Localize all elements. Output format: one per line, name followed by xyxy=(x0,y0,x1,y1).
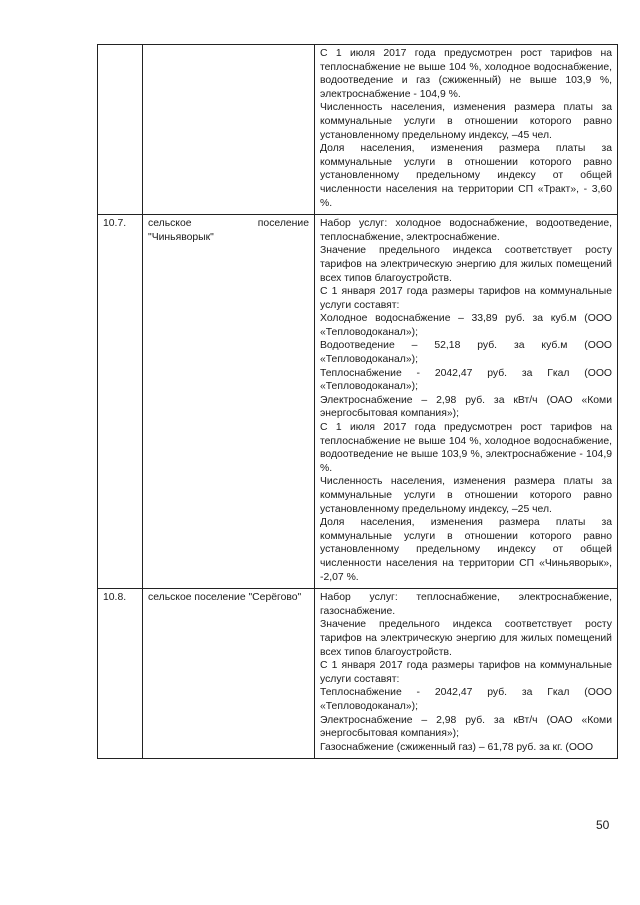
description-paragraph: Доля населения, изменения размера платы за коммунальные услуги в отношении которого равно установленному предельному индексу от общей численности населения на территории СП «Тракт», - 3,60 %. xyxy=(320,143,612,209)
table-row xyxy=(98,45,618,215)
row-number-cell xyxy=(98,45,143,215)
table-row xyxy=(98,215,618,589)
tariff-description-cell xyxy=(315,215,618,589)
settlement-name-cell xyxy=(143,215,315,589)
description-paragraph: Доля населения, изменения размера платы за коммунальные услуги в отношении которого равно установленному предельному индексу от общей численности населения на территории СП «Чиньяворык», -2,07 %. xyxy=(320,517,612,583)
settlement-name-cell xyxy=(143,589,315,759)
settlement-name-part: сельское поселение "Серёгово" xyxy=(148,592,302,604)
description-paragraph: Электроснабжение – 2,98 руб. за кВт/ч (ОАО «Коми энергосбытовая компания»); xyxy=(320,394,612,420)
description-paragraph: Набор услуг: холодное водоснабжение, водоотведение, теплоснабжение, электроснабжение. xyxy=(320,218,612,243)
settlement-name-part: сельское xyxy=(148,218,192,230)
description-paragraph: С 1 января 2017 года размеры тарифов на коммунальные услуги составят: xyxy=(320,286,612,311)
description-paragraph: С 1 января 2017 года размеры тарифов на коммунальные услуги составят: xyxy=(320,660,612,685)
settlement-name-line-1 xyxy=(148,217,309,231)
description-paragraph: С 1 июля 2017 года предусмотрен рост тарифов на теплоснабжение не выше 104 %, холодное водоснабжение, водоотведение и газ (сжиженный) не выше 103,9 %, электроснабжение - 104,9 %. xyxy=(320,48,612,100)
table-row xyxy=(98,589,618,759)
tariff-description-cell xyxy=(315,45,618,215)
row-number-cell: 10.8. xyxy=(98,589,143,759)
row-number-cell: 10.7. xyxy=(98,215,143,589)
description-paragraph: Теплоснабжение - 2042,47 руб. за Гкал (ООО «Тепловодоканал»); xyxy=(320,687,612,712)
description-paragraph: С 1 июля 2017 года предусмотрен рост тарифов на теплоснабжение не выше 104 %, холодное водоснабжение, водоотведение не выше 103,9 %, электроснабжение - 104,9 %. xyxy=(320,422,612,474)
description-paragraph: Численность населения, изменения размера платы за коммунальные услуги в отношении которого равно установленному предельному индексу, –25 чел. xyxy=(320,476,612,515)
description-paragraph: Холодное водоснабжение – 33,89 руб. за куб.м (ООО «Тепловодоканал»); xyxy=(320,313,612,338)
description-paragraph: Набор услуг: теплоснабжение, электроснабжение, газоснабжение. xyxy=(320,592,612,617)
description-paragraph: Электроснабжение – 2,98 руб. за кВт/ч (ОАО «Коми энергосбытовая компания»); xyxy=(320,714,612,740)
description-paragraph: Газоснабжение (сжиженный газ) – 61,78 руб. за кг. (ООО xyxy=(320,741,594,753)
settlement-name-part: поселение xyxy=(257,218,309,230)
description-paragraph: Численность населения, изменения размера платы за коммунальные услуги в отношении которого равно установленному предельному индексу, –45 чел. xyxy=(320,102,612,141)
description-paragraph: Теплоснабжение - 2042,47 руб. за Гкал (ООО «Тепловодоканал»); xyxy=(320,367,612,393)
table-body xyxy=(98,45,618,759)
settlement-name-cell xyxy=(143,45,315,215)
settlement-name-line-1 xyxy=(148,591,309,605)
tariff-table xyxy=(97,44,618,759)
description-paragraph: Значение предельного индекса соответствует росту тарифов на электрическую энергию для жилых помещений всех типов благоустройств. xyxy=(320,619,612,658)
description-paragraph: Значение предельного индекса соответствует росту тарифов на электрическую энергию для жилых помещений всех типов благоустройств. xyxy=(320,245,612,284)
settlement-name-line-2: "Чиньяворык" xyxy=(148,231,214,243)
tariff-description-cell xyxy=(315,589,618,759)
page-number: 50 xyxy=(596,818,610,832)
description-paragraph: Водоотведение – 52,18 руб. за куб.м (ООО «Тепловодоканал»); xyxy=(320,340,612,366)
